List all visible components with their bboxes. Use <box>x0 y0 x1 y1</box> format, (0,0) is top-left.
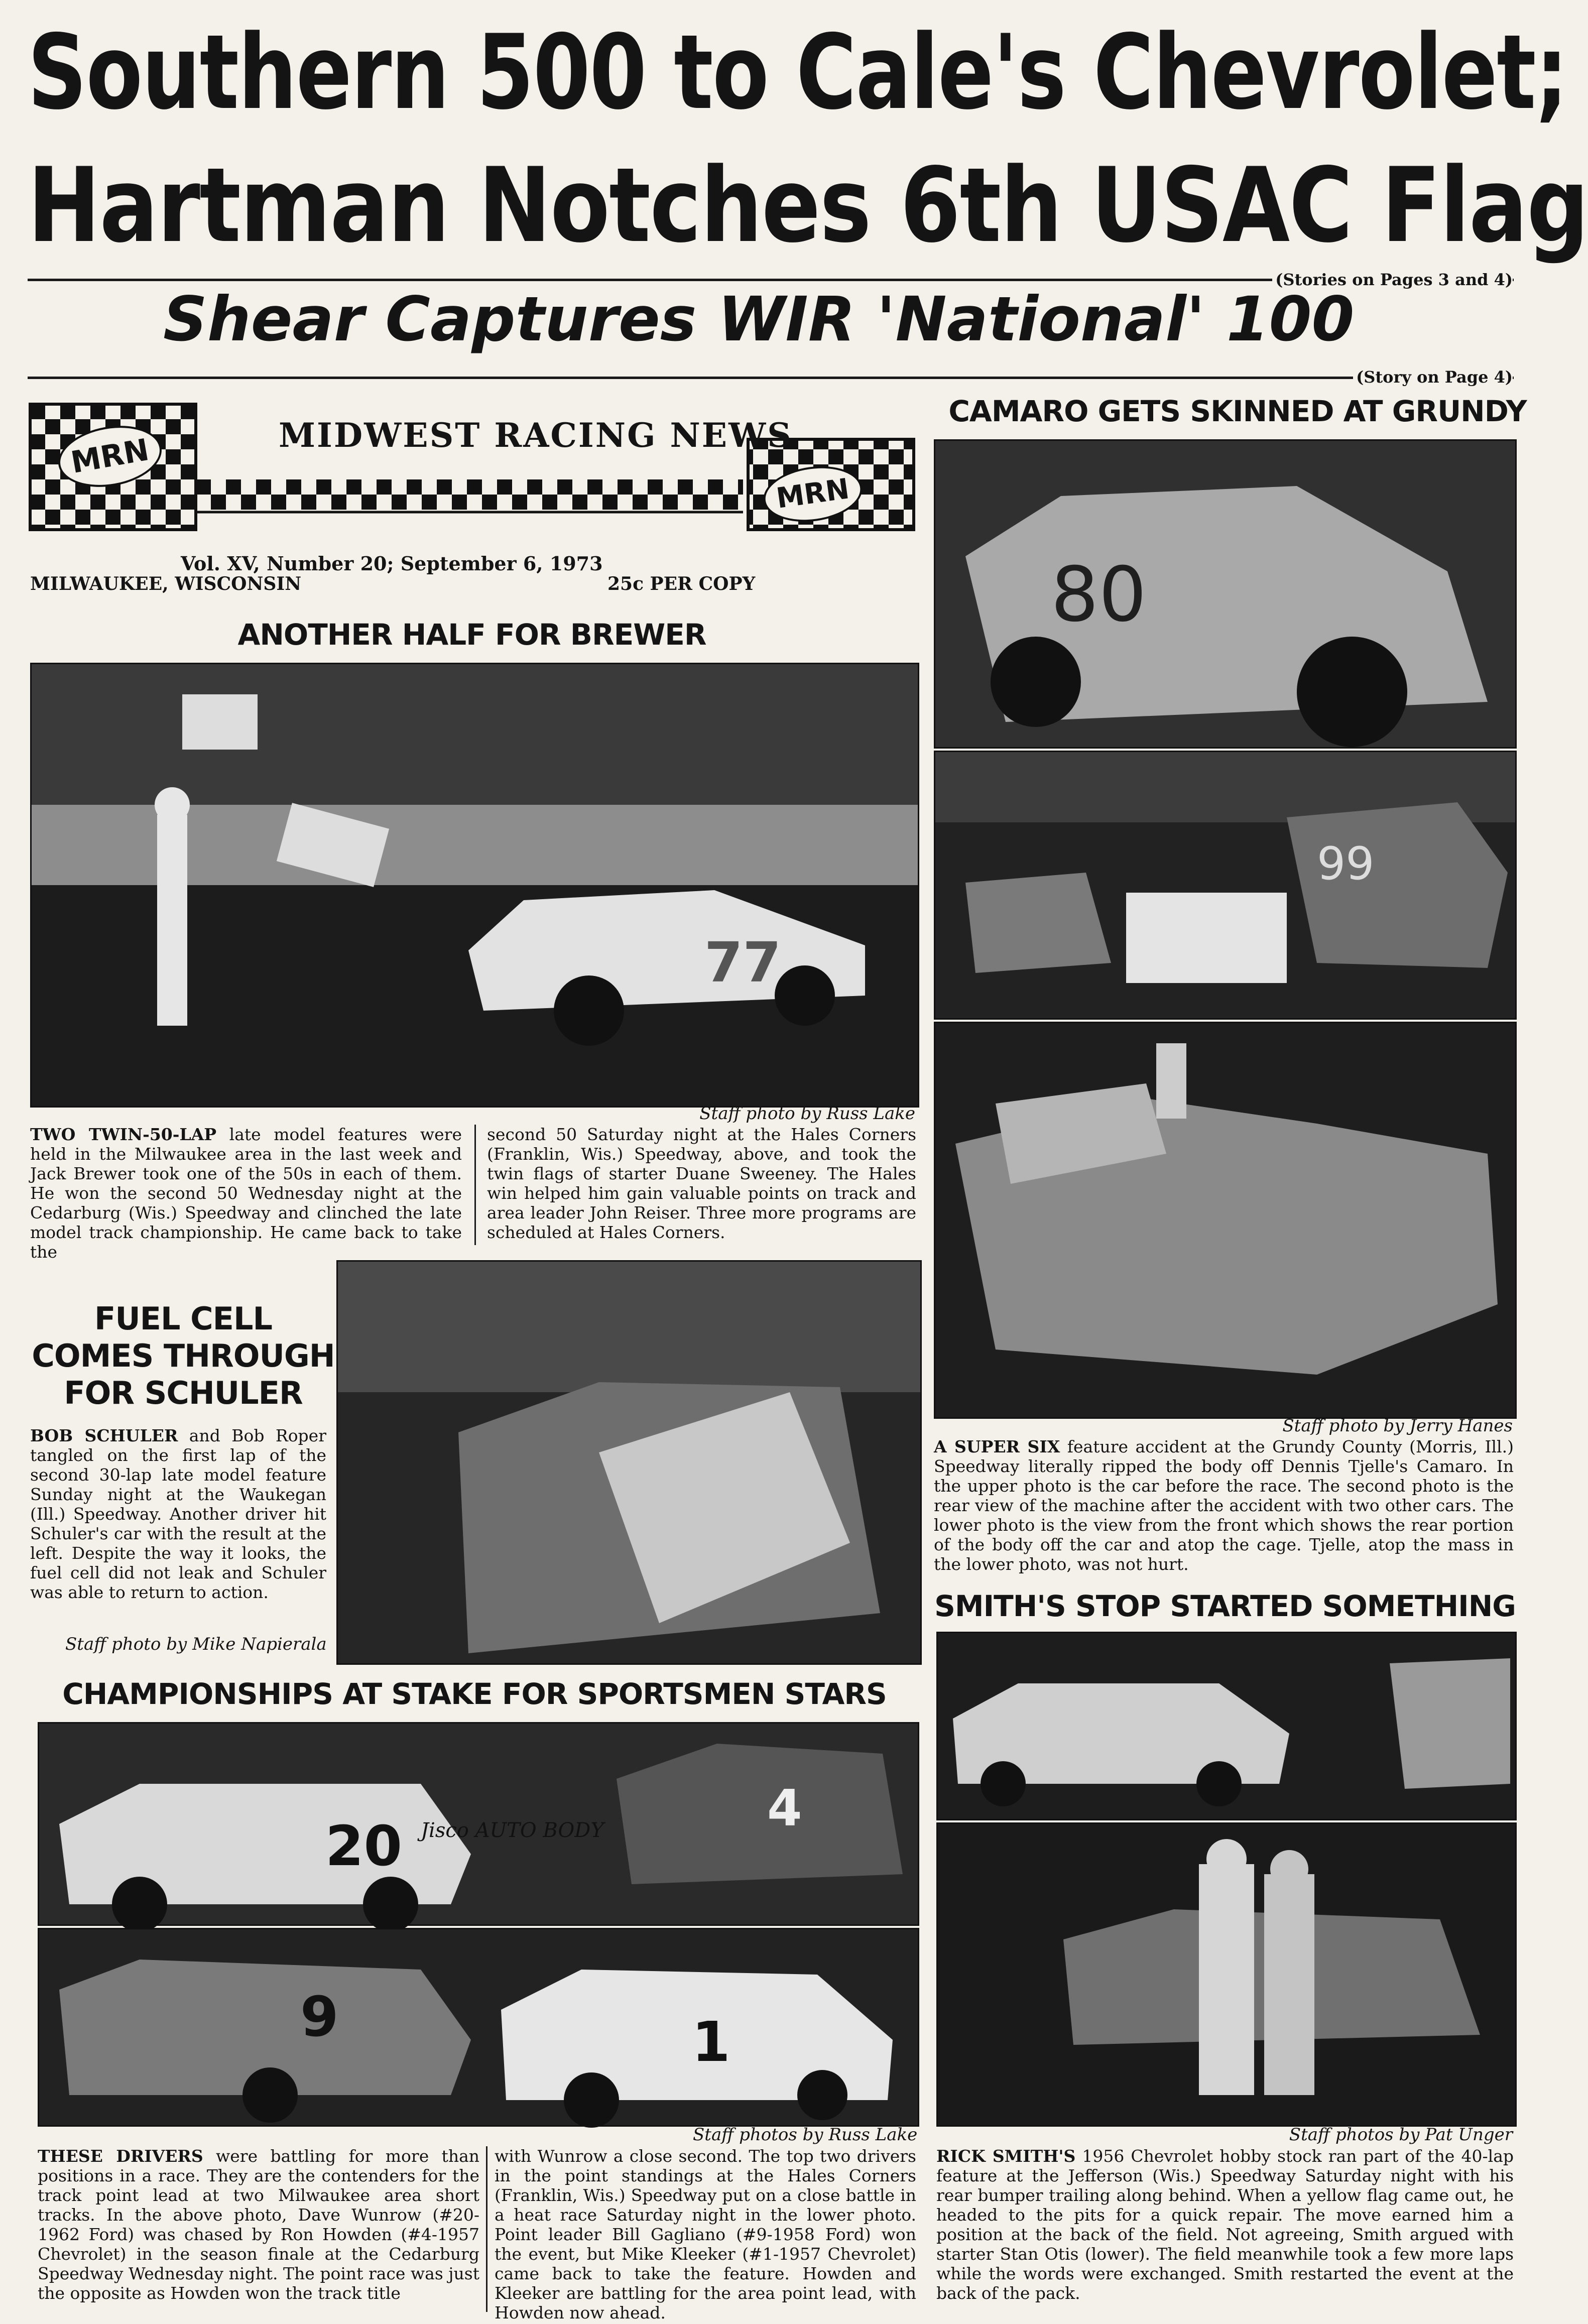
camaro-car-number-top: 80 <box>1051 551 1147 639</box>
camaro-photo-credit: Staff photo by Jerry Hanes <box>1282 1416 1513 1436</box>
sportsmen-car-sign: Jisco AUTO BODY <box>421 1819 604 1842</box>
masthead-issue: Vol. XV, Number 20; September 6, 1973 <box>181 552 603 575</box>
camaro-caption <box>934 1437 1514 1582</box>
smith-caption-text: 1956 Chevrolet hobby stock ran part of the 40-lap feature at the Jefferson (Wis.) Speedway Saturday night with his rear bumper trailing along behind. When a yellow flag came out, he headed to the pits for a quick repair. The move earned him a position at the back of the field. Not agreeing, Smith argued with starter Stan Otis (lower). The field meanwhile took a few more laps while the words were exchanged. Smith restarted the event at the back of the pack. <box>936 2146 1514 2303</box>
masthead-location: MILWAUKEE, WISCONSIN <box>30 573 302 594</box>
smith-photo-credit: Staff photos by Pat Unger <box>1289 2125 1513 2145</box>
brewer-heading: ANOTHER HALF FOR BREWER <box>237 618 706 652</box>
brewer-column-rule <box>474 1125 476 1245</box>
smith-heading: SMITH'S STOP STARTED SOMETHING <box>934 1589 1516 1623</box>
smith-photo-bottom <box>936 1822 1517 2127</box>
camaro-caption-lead: A SUPER SIX <box>934 1437 1060 1456</box>
sportsmen-photo-bottom <box>38 1928 919 2127</box>
smith-caption-lead: RICK SMITH'S <box>936 2146 1076 2166</box>
smith-caption <box>936 2146 1514 2312</box>
fuel-caption <box>30 1426 326 1602</box>
brewer-caption-col1 <box>30 1125 462 1262</box>
brewer-caption-lead: TWO TWIN-50-LAP <box>30 1125 217 1144</box>
camaro-photo-top <box>934 439 1517 749</box>
fuel-photo-credit: Staff photo by Mike Napierala <box>65 1634 327 1654</box>
fuel-caption-lead: BOB SCHULER <box>30 1426 178 1445</box>
subheadline-see-page: (Story on Page 4) <box>1353 368 1513 387</box>
smith-photo-top <box>936 1632 1517 1820</box>
fuel-caption-text: and Bob Roper tangled on the first lap of the second 30-lap late model feature Sunday night at the Waukegan (Ill.) Speedway. Another driver hit Schuler's car with the result at the left. Despite the way it looks, the fuel cell did not leak and Schuler was able to return to action. <box>30 1426 326 1602</box>
headline-see-pages: (Stories on Pages 3 and 4) <box>1272 270 1513 289</box>
brewer-caption-col2: second 50 Saturday night at the Hales Corners (Franklin, Wis.) Speedway, above, and took the twin flags of starter Duane Sweeney. The Hales win helped him gain valuable points on track and area leader John Reiser. Three more programs are scheduled at Hales Corners. <box>487 1125 916 1242</box>
brewer-photo <box>30 663 919 1108</box>
sportsmen-caption-text1: were battling for more than positions in a race. They are the contenders for the track point lead at two Milwaukee area short tracks. In the above photo, Dave Wunrow (#20-1962 Ford) was chased by Ron Howden (#4-1957 Chevrolet) in the season finale at the Cedarburg Speedway Wednesday night. The point race was just the opposite as Howden won the track title <box>38 2146 479 2303</box>
camaro-photo-bottom <box>934 1022 1517 1419</box>
camaro-caption-text: feature accident at the Grundy County (Morris, Ill.) Speedway literally ripped the body off Dennis Tjelle's Camaro. In the upper photo is the car before the race. The second photo is the rear view of the machine after the accident with two other cars. The lower photo is the view from the front which shows the rear portion of the body off the car and atop the cage. Tjelle, atop the mass in the lower photo, was not hurt. <box>934 1437 1514 1574</box>
fuel-heading <box>30 1300 336 1412</box>
subheadline-rule <box>28 377 1514 379</box>
fuel-heading-line3: FOR SCHULER <box>64 1375 303 1411</box>
sportsmen-car-number-3: 9 <box>300 1985 339 2049</box>
sportsmen-car-number-1: 20 <box>325 1814 403 1878</box>
headline-line1: Southern 500 to Cale's Chevrolet; <box>28 13 1568 133</box>
sportsmen-car-number-4: 1 <box>692 2010 730 2074</box>
sportsmen-caption-col1 <box>38 2146 479 2312</box>
sportsmen-car-number-2: 4 <box>767 1779 802 1838</box>
masthead-title: MIDWEST RACING NEWS <box>279 416 793 455</box>
sportsmen-photo-credit: Staff photos by Russ Lake <box>693 2125 918 2145</box>
camaro-photo-mid <box>934 751 1517 1020</box>
sportsmen-column-rule <box>486 2146 487 2312</box>
brewer-caption-text1: late model features were held in the Milwaukee area in the last week and Jack Brewer took one of the 50s in each of them. He won the second 50 Wednesday night at the Cedarburg (Wis.) Speedway and clinched the late model track championship. He came back to take the <box>30 1125 462 1262</box>
subheadline: Shear Captures WIR 'National' 100 <box>163 284 1355 355</box>
sportsmen-caption-col2: with Wunrow a close second. The top two drivers in the point standings at the Hales Corners (Franklin, Wis.) Speedway put on a close battle in a heat race Saturday night in the lower photo. Point leader Bill Gagliano (#9-1958 Ford) won the event, but Mike Kleeker (#1-1957 Chevrolet) came back to take the feature. Howden and Kleeker are battling for the area point lead, with Howden now ahead. <box>495 2146 916 2322</box>
logo-right-text: MRN <box>774 472 851 515</box>
sportsmen-photo-top <box>38 1722 919 1926</box>
sportsmen-caption-lead: THESE DRIVERS <box>38 2146 203 2166</box>
fuel-heading-line2: COMES THROUGH <box>32 1337 335 1374</box>
brewer-photo-credit: Staff photo by Russ Lake <box>699 1104 915 1124</box>
fuel-photo <box>336 1260 922 1665</box>
masthead-price: 25c PER COPY <box>607 573 756 594</box>
camaro-heading: CAMARO GETS SKINNED AT GRUNDY <box>948 394 1527 428</box>
camaro-car-number-mid: 99 <box>1317 837 1375 890</box>
sportsmen-heading: CHAMPIONSHIPS AT STAKE FOR SPORTSMEN STARS <box>62 1677 887 1711</box>
fuel-heading-line1: FUEL CELL <box>94 1300 272 1337</box>
headline-line2: Hartman Notches 6th USAC Flag <box>28 146 1588 266</box>
brewer-car-number: 77 <box>704 930 782 995</box>
logo-left-text: MRN <box>68 432 152 481</box>
